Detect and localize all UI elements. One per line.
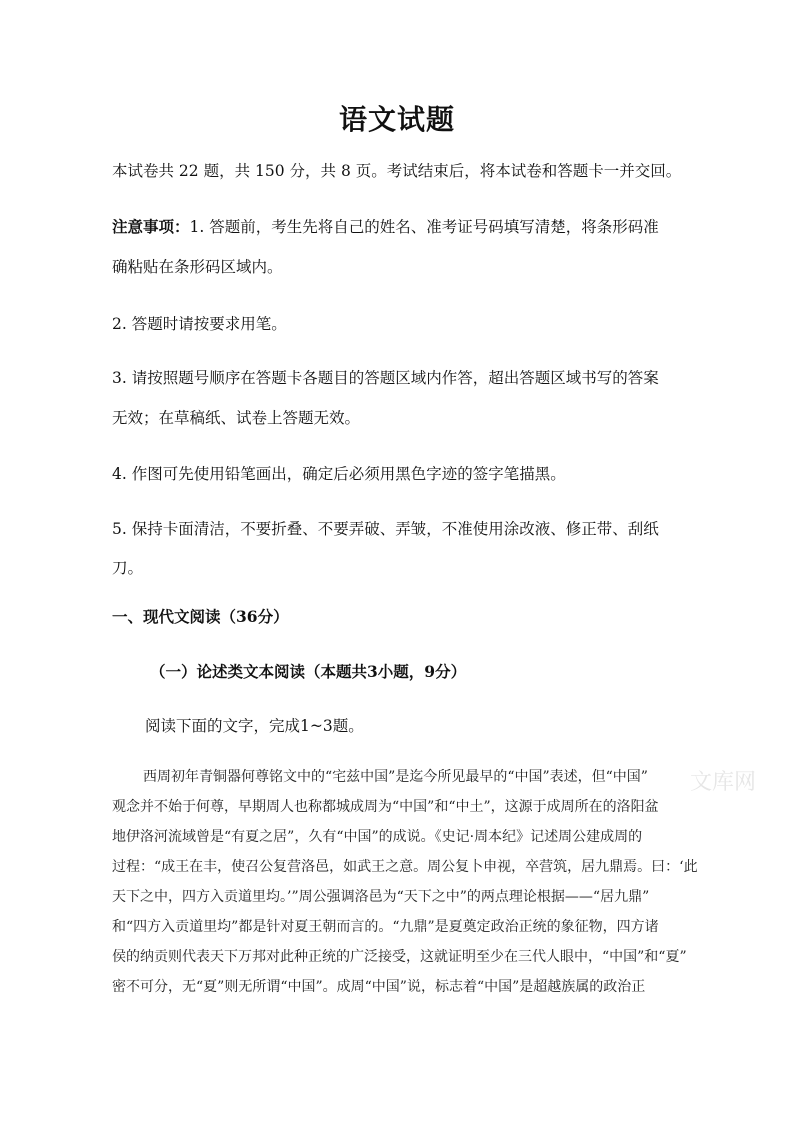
notes-item-1-text: 1. 答题前，考生先将自己的姓名、准考证号码填写清楚，将条形码准: [189, 218, 659, 236]
notes-item-3-line-1: 3. 请按照题号顺序在答题卡各题目的答题区域内作答，超出答题区域书写的答案: [112, 369, 659, 387]
notes-item-3-line-2: 无效；在草稿纸、试卷上答题无效。: [112, 409, 361, 427]
watermark: 文库网: [690, 770, 757, 795]
passage-line: 地伊洛河流域曾是“有夏之居”，久有“中国”的成说。《史记·周本纪》记述周公建成周的: [112, 829, 643, 845]
passage-line: 侯的纳贡则代表天下万邦对此种正统的广泛接受，这就证明至少在三代人眼中，“中国”和“夏”: [112, 949, 687, 965]
exam-intro: 本试卷共 22 题，共 150 分，共 8 页。考试结束后，将本试卷和答题卡一并交回。: [112, 162, 682, 180]
passage-line: 过程：“成王在丰，使召公复营洛邑，如武王之意。周公复卜申视，卒营筑，居九鼎焉。曰：‘此: [112, 859, 698, 875]
passage-line: 西周初年青铜器何尊铭文中的“宅兹中国”是迄今所见最早的“中国”表述，但“中国”: [143, 769, 648, 785]
notes-item-4: 4. 作图可先使用铅笔画出，确定后必须用黑色字迹的签字笔描黑。: [112, 465, 566, 483]
passage-line: 观念并不始于何尊，早期周人也称都城成周为“中国”和“中土”，这源于成周所在的洛阳盆: [112, 799, 659, 815]
page-title: 语文试题: [338, 103, 455, 136]
section-heading: 一、现代文阅读（36分）: [112, 607, 289, 626]
notes-item-5-line-1: 5. 保持卡面清洁，不要折叠、不要弄破、弄皱，不准使用涂改液、修正带、刮纸: [112, 520, 659, 538]
notes-item-2: 2. 答题时请按要求用笔。: [112, 315, 287, 333]
reading-instruction: 阅读下面的文字，完成1~3题。: [145, 717, 364, 735]
subsection-heading: （一）论述类文本阅读（本题共3小题，9分）: [150, 662, 467, 681]
notes-item-1-line-2: 确粘贴在条形码区域内。: [112, 258, 283, 276]
notes-item-1-line-1: [112, 216, 659, 238]
notes-heading: 注意事项：: [112, 217, 190, 236]
passage-line: 密不可分，无“夏”则无所谓“中国”。成周“中国”说，标志着“中国”是超越族属的政治正: [112, 979, 646, 995]
passage-line: 和“四方入贡道里均”都是针对夏王朝而言的。“九鼎”是夏奠定政治正统的象征物，四方诸: [112, 919, 659, 935]
notes-item-5-line-2: 刀。: [112, 559, 144, 577]
passage-line: 天下之中，四方入贡道里均。’”周公强调洛邑为“天下之中”的两点理论根据——“居九鼎”: [112, 889, 650, 905]
